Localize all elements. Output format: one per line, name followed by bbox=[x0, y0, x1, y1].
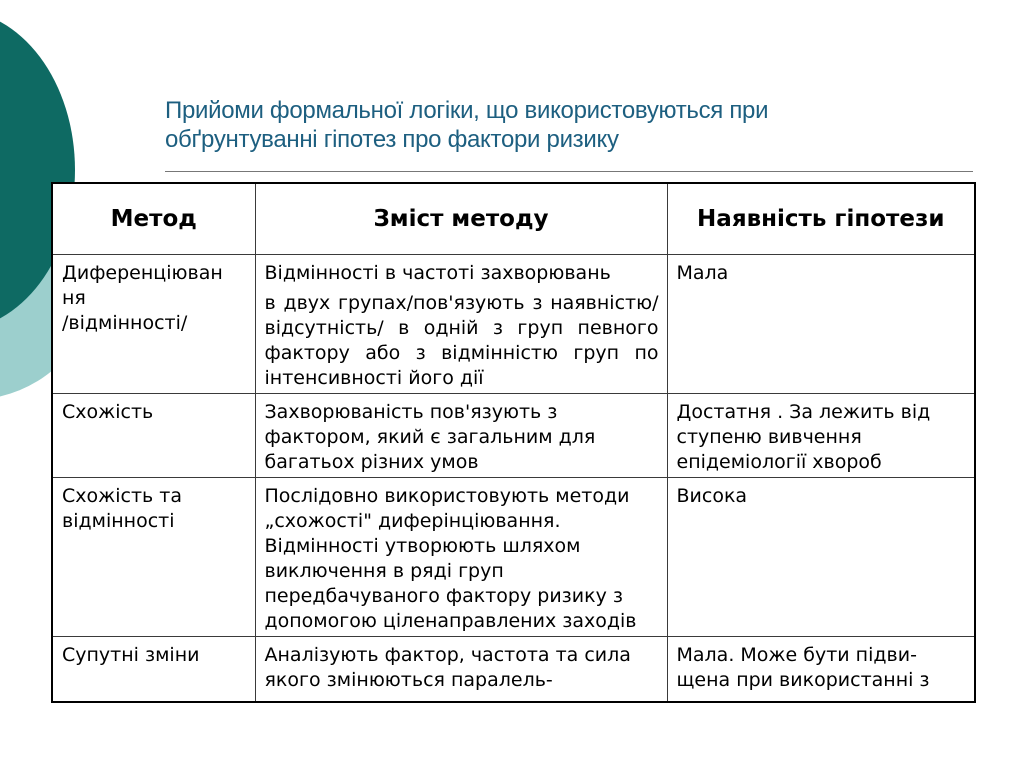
slide-title-line-1: Прийоми формальної логіки, що використовуються при bbox=[165, 97, 769, 124]
content-cell: Послідовно використовують методи „схожості" диферінціювання. Відмінності утворюють шляхом виключення в ряді груп передбачуваного фактору ризику з допомогою ціленаправлених заходів bbox=[255, 478, 667, 637]
column-header-hypothesis: Наявність гіпотези bbox=[667, 183, 975, 255]
hypothesis-cell: Достатня . За лежить від ступеню вивчення епідеміології хвороб bbox=[667, 394, 975, 478]
method-text-line: /відмінності/ bbox=[62, 312, 188, 334]
method-cell bbox=[52, 255, 255, 394]
table-row bbox=[52, 478, 975, 637]
content-cell: Аналізують фактор, частота та сила якого змінюються паралель- bbox=[255, 637, 667, 703]
slide-title-line-2: обґрунтуванні гіпотез про фактори ризику bbox=[165, 126, 619, 153]
content-cell bbox=[255, 255, 667, 394]
table-row bbox=[52, 255, 975, 394]
table-row bbox=[52, 394, 975, 478]
column-header-method: Метод bbox=[52, 183, 255, 255]
content-text: в двух групах/пов'язують з наявністю/ відсутність/ в одній з груп певного фактору або з відмінністю груп по інтенсивності його дії bbox=[264, 292, 659, 389]
method-cell: Схожість bbox=[52, 394, 255, 478]
hypothesis-cell: Мала. Може бути підви-щена при використанні з bbox=[667, 637, 975, 703]
methods-table bbox=[51, 182, 976, 703]
content-text-first: Відмінності в частоті захворювань bbox=[264, 262, 611, 284]
method-cell: Супутні зміни bbox=[52, 637, 255, 703]
method-text-line: Диференціюван bbox=[62, 262, 223, 284]
slide-title bbox=[165, 96, 885, 154]
title-divider bbox=[165, 171, 973, 172]
table-header-row bbox=[52, 183, 975, 255]
table-row bbox=[52, 637, 975, 703]
column-header-content: Зміст методу bbox=[255, 183, 667, 255]
method-text-line: ня bbox=[62, 287, 86, 309]
content-cell: Захворюваність пов'язують з фактором, який є загальним для багатьох різних умов bbox=[255, 394, 667, 478]
hypothesis-cell: Мала bbox=[667, 255, 975, 394]
hypothesis-cell: Висока bbox=[667, 478, 975, 637]
method-cell: Схожість та відмінності bbox=[52, 478, 255, 637]
